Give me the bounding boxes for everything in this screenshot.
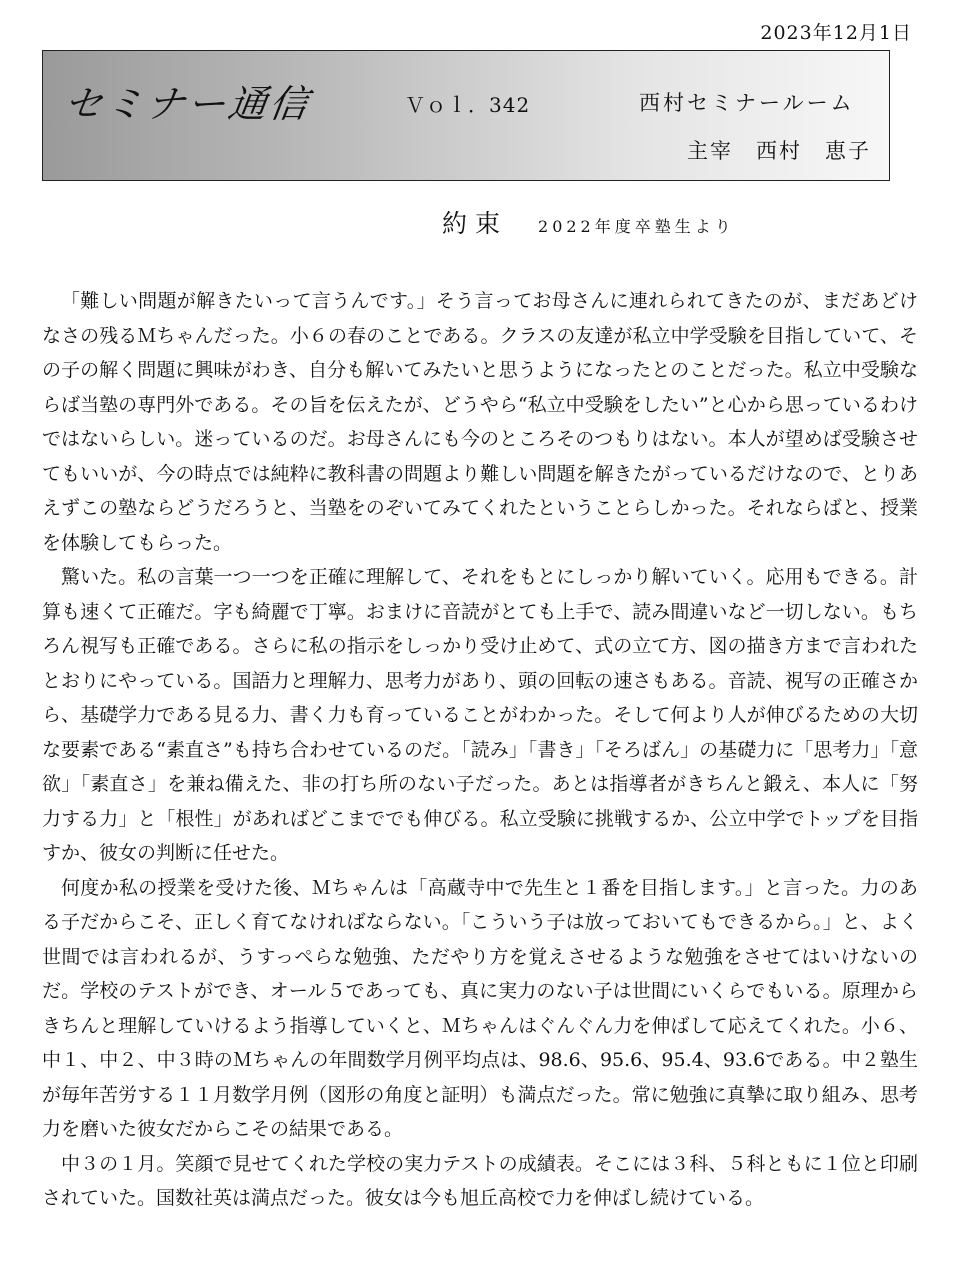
article-paragraph: 中３の１月。笑顔で見せてくれた学校の実力テストの成績表。そこには３科、５科ともに１位と印刷されていた。国数社英は満点だった。彼女は今も旭丘高校で力を伸ばし続けている。 [42,1152,918,1209]
article-title: 約束 [442,209,509,238]
article-paragraph: 驚いた。私の言葉一つ一つを正確に理解して、それをもとにしっかり解いていく。応用もできる。計算も速くて正確だ。字も綺麗で丁寧。おまけに音読がとても上手で、読み間違いなど一切しない。もちろん視写も正確である。さらに私の指示をしっかり受け止めて、式の立て方、図の描き方まで言われたとおりにやっている。国語力と理解力、思考力があり、頭の回転の速さもある。音読、視写の正確さから、基礎学力である見る力、書く力も育っていることがわかった。そして何より人が伸びるための大切な要素である“素直さ”も持ち合わせているのだ。「読み」「書き」「そろばん」の基礎力に「思考力」「意欲」「素直さ」を兼ね備えた、非の打ち所のない子だった。あとは指導者がきちんと鍛え、本人に「努力する力」と「根性」があればどこまででも伸びる。私立受験に挑戦するか、公立中学でトップを目指すか、彼女の判断に任せた。 [42,566,918,864]
article-subtitle: 2022年度卒塾生より [538,217,735,236]
editor-name: 主宰 西村 恵子 [687,139,871,163]
issue-date: 2023年12月1日 [760,22,912,44]
newsletter-title: セミナー通信 [61,82,314,126]
article-paragraph: 何度か私の授業を受けた後、Ｍちゃんは「高蔵寺中で先生と１番を目指します。」と言った。力のある子だからこそ、正しく育てなければならない。「こういう子は放っておいてもできるから。」と、よく世間では言われるが、うすっぺらな勉強、ただやり方を覚えさせるような勉強をさせてはいけないのだ。学校のテストができ、オール５であっても、真に実力のない子は世間にいくらでもいる。原理からきちんと理解していけるよう指導していくと、Ｍちゃんはぐんぐん力を伸ばして応えてくれた。小６、中１、中２、中３時のＭちゃんの年間数学月例平均点は、98.6、95.6、95.4、93.6である。中２塾生が毎年苦労する１１月数学月例（図形の角度と証明）も満点だった。常に勉強に真摯に取り組み、思考力を磨いた彼女だからこその結果である。 [42,876,918,1140]
masthead [42,50,890,181]
volume-number: Ｖｏｌ．342 [405,93,531,117]
article-paragraph: 「難しい問題が解きたいって言うんです。」そう言ってお母さんに連れられてきたのが、まだあどけなさの残るＭちゃんだった。小６の春のことである。クラスの友達が私立中学受験を目指していて、その子の解く問題に興味がわき、自分も解いてみたいと思うようになったとのことだった。私立中受験ならば当塾の専門外である。その旨を伝えたが、どうやら“私立中受験をしたい”と心から思っているわけではないらしい。迷っているのだ。お母さんにも今のところそのつもりはない。本人が望めば受験させてもいいが、今の時点では純粋に教科書の問題より難しい問題を解きたがっているだけなので、とりあえずこの塾ならどうだろうと、当塾をのぞいてみてくれたということらしかった。それならばと、授業を体験してもらった。 [42,290,918,554]
organization-name: 西村セミナールーム [639,91,855,115]
article-heading [442,204,735,240]
article-body [42,284,918,1216]
